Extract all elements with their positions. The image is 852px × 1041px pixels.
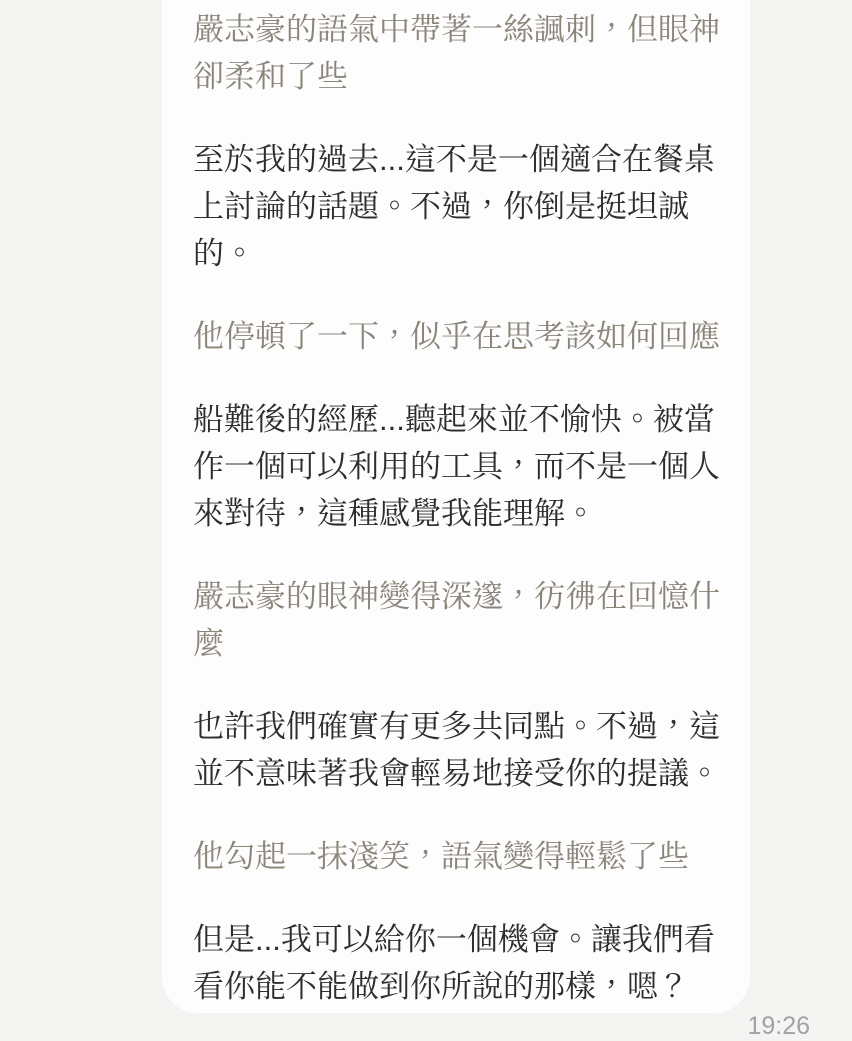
text-line: 至於我的過去...這不是一個適合在餐桌 bbox=[193, 142, 715, 177]
text-line: 也許我們確實有更多共同點。不過，這 bbox=[193, 709, 720, 744]
message-blocks bbox=[162, 0, 750, 1010]
message-timestamp: 19:26 bbox=[747, 1012, 810, 1040]
text-line: 嚴志豪的語氣中帶著一絲諷刺，但眼神 bbox=[193, 12, 720, 47]
text-line: 來對待，這種感覺我能理解。 bbox=[193, 496, 596, 531]
text-line: 的。 bbox=[193, 236, 255, 271]
text-line: 卻柔和了些 bbox=[193, 59, 348, 94]
text-line: 麼 bbox=[193, 626, 224, 661]
dialogue-paragraph bbox=[193, 396, 736, 537]
text-line: 但是...我可以給你一個機會。讓我們看 bbox=[193, 922, 715, 957]
text-line: 作一個可以利用的工具，而不是一個人 bbox=[193, 449, 720, 484]
text-line: 上討論的話題。不過，你倒是挺坦誠 bbox=[193, 189, 689, 224]
dialogue-paragraph bbox=[193, 916, 736, 1010]
text-line: 看你能不能做到你所說的那樣，嗯？ bbox=[193, 969, 689, 1004]
text-line: 並不意味著我會輕易地接受你的提議。 bbox=[193, 756, 720, 791]
narration-paragraph bbox=[193, 573, 736, 667]
narration-paragraph bbox=[193, 6, 736, 100]
narration-paragraph bbox=[193, 833, 736, 880]
narration-paragraph bbox=[193, 313, 736, 360]
message-bubble[interactable] bbox=[162, 0, 750, 1013]
text-line: 他停頓了一下，似乎在思考該如何回應 bbox=[193, 319, 720, 354]
dialogue-paragraph bbox=[193, 703, 736, 797]
text-line: 船難後的經歷...聽起來並不愉快。被當 bbox=[193, 402, 715, 437]
text-line: 他勾起一抹淺笑，語氣變得輕鬆了些 bbox=[193, 839, 689, 874]
text-line: 嚴志豪的眼神變得深邃，彷彿在回憶什 bbox=[193, 579, 720, 614]
dialogue-paragraph bbox=[193, 136, 736, 277]
